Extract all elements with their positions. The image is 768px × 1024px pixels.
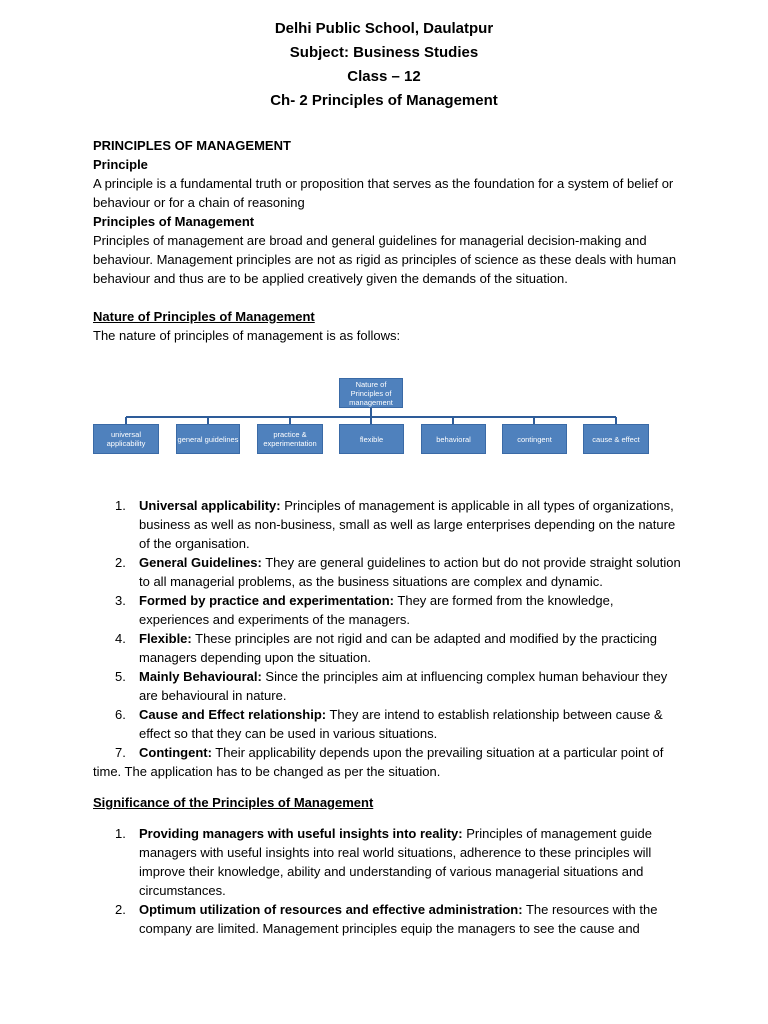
class-title: Class – 12 <box>347 68 421 85</box>
list-item: 2. General Guidelines: They are general guidelines to action but do not provide straight solution to all managerial problems, as the business situations are complex and dynamic. <box>115 555 681 589</box>
nature-lead: The nature of principles of management is as follows: <box>93 328 401 343</box>
significance-heading: Significance of the Principles of Management <box>93 795 374 810</box>
list-item: 1. Universal applicability: Principles of management is applicable in all types of organizations, business as well as non-business, small as well as large enterprises depending on the nature of the organisation. <box>115 498 676 551</box>
diagram-node-flexible: flexible <box>339 424 404 454</box>
section-heading: PRINCIPLES OF MANAGEMENT <box>93 138 291 153</box>
pom-definition: Principles of management are broad and general guidelines for managerial decision-making and behaviour. Management principles are not as rigid as principles of science as these deals with human behaviour and thus are to be applied creatively given the demands of the situation. <box>93 233 677 286</box>
diagram-node-universal: universal applicability <box>93 424 159 454</box>
list-item: 4. Flexible: These principles are not rigid and can be adapted and modified by the practicing managers depending upon the situation. <box>115 631 657 665</box>
document-body <box>93 136 683 938</box>
subject-title: Subject: Business Studies <box>289 44 479 61</box>
list-item: 1. Providing managers with useful insights into reality: Principles of management guide managers with useful insights into real world situations, adherence to these principles will improve their knowledge, ability and understanding of various managerial situations and circumstances. <box>115 826 652 898</box>
diagram-node-contingent: contingent <box>502 424 567 454</box>
school-name: Delhi Public School, Daulatpur <box>274 20 494 37</box>
chapter-title: Ch- 2 Principles of Management <box>270 92 498 109</box>
nature-diagram <box>93 379 683 499</box>
list-item: 2. Optimum utilization of resources and effective administration: The resources with the company are limited. Management principles equip the managers to see the cause and <box>115 902 658 936</box>
diagram-root-box: Nature of Principles of management <box>339 378 403 408</box>
list-item: 6. Cause and Effect relationship: They are intend to establish relationship between cause & effect so that they can be used in various situations. <box>115 707 663 741</box>
principle-definition: A principle is a fundamental truth or proposition that serves as the foundation for a system of belief or behaviour or for a chain of reasoning <box>93 176 674 210</box>
significance-list <box>93 824 683 938</box>
list-item: 7. Contingent: Their applicability depends upon the prevailing situation at a particular point of time. The application has to be changed as per the situation. <box>93 745 664 779</box>
list-item: 3. Formed by practice and experimentation: They are formed from the knowledge, experiences and experiments of the managers. <box>115 593 614 627</box>
diagram-node-general: general guidelines <box>176 424 240 454</box>
diagram-node-practice: practice & experimentation <box>257 424 323 454</box>
nature-list <box>93 496 683 781</box>
diagram-node-cause-effect: cause & effect <box>583 424 649 454</box>
nature-heading: Nature of Principles of Management <box>93 309 315 324</box>
list-item: 5. Mainly Behavioural: Since the principles aim at influencing complex human behaviour they are behavioural in nature. <box>115 669 668 703</box>
diagram-node-behavioral: behavioral <box>421 424 486 454</box>
principle-title: Principle <box>93 157 148 172</box>
pom-title: Principles of Management <box>93 214 255 229</box>
